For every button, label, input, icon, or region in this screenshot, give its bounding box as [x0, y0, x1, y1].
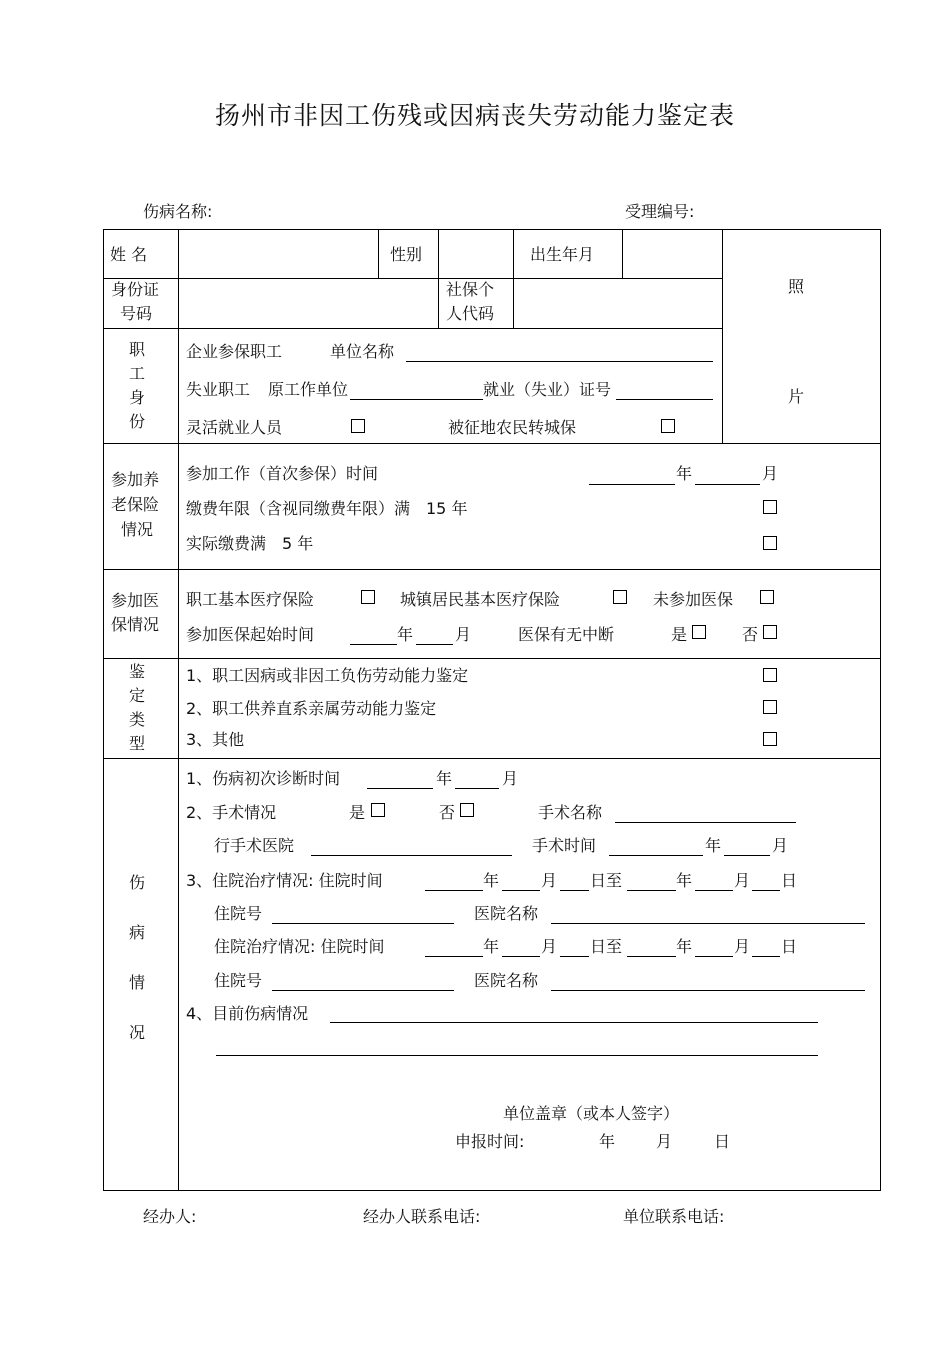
surgery-no-label: 否	[439, 803, 456, 822]
enterprise-label: 企业参保职工	[186, 342, 283, 361]
page-title: 扬州市非因工伤残或因病丧失劳动能力鉴定表	[214, 101, 735, 130]
actual-pay-label: 实际缴费满 5 年	[186, 534, 314, 553]
unit-name-label: 单位名称	[330, 342, 395, 361]
hosp1-month: 月	[541, 871, 558, 890]
hosp1-day2: 日	[781, 871, 798, 890]
interrupted-no-checkbox[interactable]	[763, 625, 777, 639]
seal-label: 单位盖章（或本人签字）	[503, 1104, 680, 1123]
basic-worker-label: 职工基本医疗保险	[186, 590, 315, 609]
ss-label-1: 社保个	[446, 280, 495, 299]
id-label-1: 身份证	[111, 280, 160, 299]
medical-start-label: 参加医保起始时间	[186, 625, 315, 644]
first-diag-year: 年	[436, 769, 453, 788]
appraisal-item3-checkbox[interactable]	[763, 732, 777, 746]
name-label: 姓 名	[110, 245, 148, 264]
id-label-2: 号码	[120, 304, 153, 323]
interrupted-yes-checkbox[interactable]	[692, 625, 706, 639]
interrupted-no-label: 否	[742, 625, 759, 644]
landless-checkbox[interactable]	[661, 419, 675, 433]
surgery-yes-checkbox[interactable]	[371, 803, 385, 817]
urban-resident-label: 城镇居民基本医疗保险	[400, 590, 561, 609]
medical-year-label: 年	[397, 625, 414, 644]
hosp2-year2: 年	[676, 937, 693, 956]
appraisal-item1-checkbox[interactable]	[763, 668, 777, 682]
hosp1-year: 年	[483, 871, 500, 890]
urban-resident-checkbox[interactable]	[613, 590, 627, 604]
hosp1-year2: 年	[676, 871, 693, 890]
appraisal-item3: 3、其他	[186, 730, 245, 749]
pension-year-label: 年	[676, 464, 693, 483]
gender-label: 性别	[390, 245, 423, 264]
employment-cert-label: 就业（失业）证号	[483, 380, 612, 399]
handler-label: 经办人:	[143, 1207, 197, 1226]
landless-label: 被征地农民转城保	[448, 418, 577, 437]
photo-label-1: 照	[788, 277, 805, 296]
hosp2-no-label: 住院号	[214, 971, 263, 990]
report-time-label: 申报时间:	[455, 1132, 525, 1151]
accept-number-label: 受理编号:	[625, 202, 695, 221]
pension-label-3: 情况	[121, 520, 154, 539]
hosp2-year: 年	[483, 937, 500, 956]
appraisal-item1: 1、职工因病或非因工负伤劳动能力鉴定	[186, 666, 469, 685]
flexible-label: 灵活就业人员	[186, 418, 283, 437]
handler-phone-label: 经办人联系电话:	[363, 1207, 481, 1226]
first-diag-month: 月	[502, 769, 519, 788]
years-full-label: 缴费年限（含视同缴费年限）满 15 年	[186, 499, 468, 518]
hosp1-name-label: 医院名称	[474, 904, 539, 923]
condition-label: 伤病情况	[128, 873, 145, 1042]
no-insurance-label: 未参加医保	[653, 590, 734, 609]
medical-label-2: 保情况	[111, 615, 160, 634]
pension-month-label: 月	[762, 464, 779, 483]
hosp2-month: 月	[541, 937, 558, 956]
hosp1-no-label: 住院号	[214, 904, 263, 923]
surgery-time-label: 手术时间	[532, 836, 597, 855]
hosp2-day2: 日	[781, 937, 798, 956]
surgery-yes-label: 是	[349, 803, 366, 822]
current-condition-label: 4、目前伤病情况	[186, 1004, 309, 1023]
interrupted-yes-label: 是	[671, 625, 688, 644]
pension-start-label: 参加工作（首次参保）时间	[186, 464, 379, 483]
photo-label-2: 片	[788, 387, 805, 406]
years-full-checkbox[interactable]	[763, 500, 777, 514]
appraisal-item2: 2、职工供养直系亲属劳动能力鉴定	[186, 699, 437, 718]
hosp2-name-label: 医院名称	[474, 971, 539, 990]
surgery-month: 月	[772, 836, 789, 855]
basic-worker-checkbox[interactable]	[361, 590, 375, 604]
medical-month-label: 月	[455, 625, 472, 644]
pension-label-1: 参加养	[111, 470, 160, 489]
pension-label-2: 老保险	[111, 495, 160, 514]
surgery-name-label: 手术名称	[538, 803, 603, 822]
unemployed-label: 失业职工	[186, 380, 251, 399]
flexible-checkbox[interactable]	[351, 419, 365, 433]
identity-label: 职工身份	[128, 340, 145, 431]
hosp-treat2-label: 住院治疗情况: 住院时间	[214, 937, 385, 956]
appraisal-label: 鉴定类型	[128, 662, 145, 753]
surgery-no-checkbox[interactable]	[460, 803, 474, 817]
report-month: 月	[656, 1132, 673, 1151]
appraisal-item2-checkbox[interactable]	[763, 700, 777, 714]
medical-label-1: 参加医	[111, 591, 160, 610]
surgery-hospital-label: 行手术医院	[214, 836, 295, 855]
hosp2-month2: 月	[734, 937, 751, 956]
actual-pay-checkbox[interactable]	[763, 536, 777, 550]
interrupted-label: 医保有无中断	[518, 625, 615, 644]
hosp2-dayto: 日至	[590, 937, 623, 956]
orig-unit-label: 原工作单位	[268, 380, 349, 399]
no-insurance-checkbox[interactable]	[760, 590, 774, 604]
report-day: 日	[714, 1132, 731, 1151]
hosp-treat-label: 3、住院治疗情况: 住院时间	[186, 871, 383, 890]
unit-phone-label: 单位联系电话:	[623, 1207, 725, 1226]
birth-label: 出生年月	[530, 245, 595, 264]
injury-name-label: 伤病名称:	[143, 202, 213, 221]
surgery-year: 年	[705, 836, 722, 855]
first-diag-label: 1、伤病初次诊断时间	[186, 769, 341, 788]
hosp1-dayto: 日至	[590, 871, 623, 890]
report-year: 年	[599, 1132, 616, 1151]
hosp1-month2: 月	[734, 871, 751, 890]
ss-label-2: 人代码	[446, 304, 495, 323]
surgery-label: 2、手术情况	[186, 803, 277, 822]
